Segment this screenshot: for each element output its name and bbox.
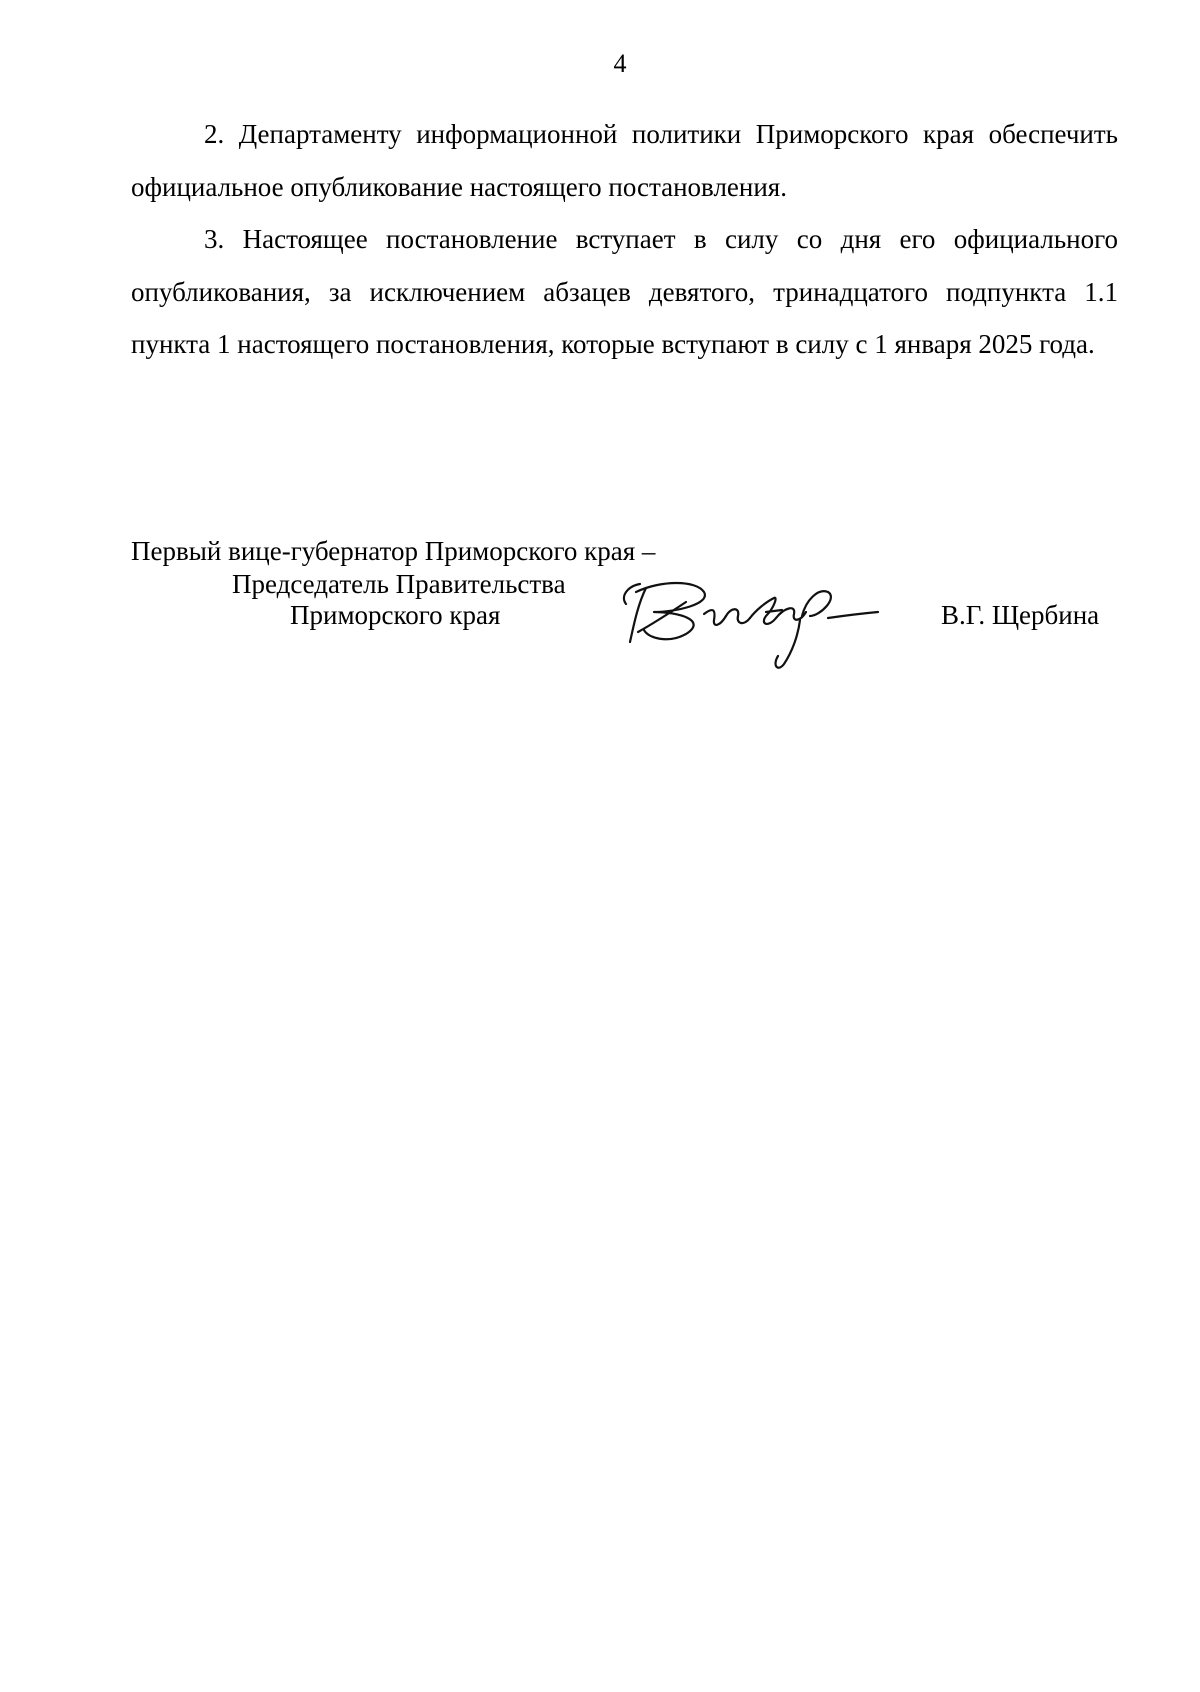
- signatory-position-line-1: Первый вице-губернатор Приморского края –: [131, 536, 656, 566]
- document-body: [131, 108, 1118, 371]
- signatory-name: В.Г. Щербина: [941, 600, 1100, 630]
- paragraph-item-3: 3. Настоящее постановление вступает в силу со дня его официального опубликования, за исключением абзацев девятого, тринадцатого подпункта 1.1 пункта 1 настоящего постановления, которые вступают в силу с 1 января 2025 года.: [131, 224, 1118, 359]
- page-number: 4: [613, 49, 627, 78]
- paragraph-item-2: 2. Департаменту информационной политики Приморского края обеспечить официальное опубликование настоящего постановления.: [131, 119, 1118, 202]
- signatory-position-line-3: Приморского края: [290, 600, 501, 630]
- signatory-position-line-2: Председатель Правительства: [232, 569, 566, 599]
- handwritten-signature-icon: [616, 572, 886, 672]
